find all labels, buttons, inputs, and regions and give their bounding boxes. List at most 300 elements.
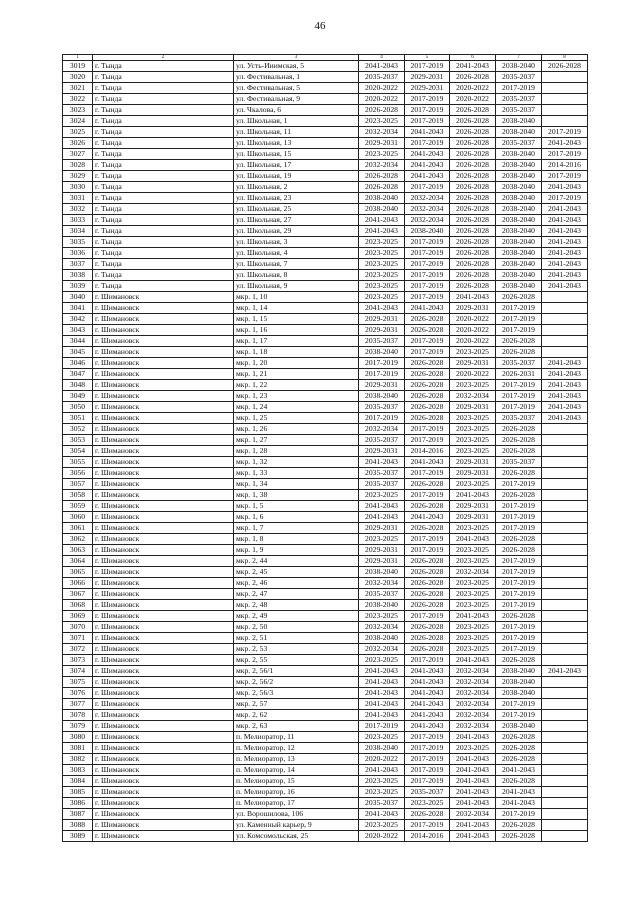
table-row [63,182,588,193]
table-row [63,380,588,391]
city-cell: г. Шимановск [93,314,234,325]
period-cell [542,754,588,765]
period-cell: 2035-2037 [496,94,542,105]
period-cell: 2032-2034 [450,809,496,820]
city-cell: г. Шимановск [93,358,234,369]
period-cell: 2026-2028 [450,193,496,204]
table-row [63,149,588,160]
period-cell: 2029-2031 [450,501,496,512]
table-row [63,512,588,523]
period-cell: 2041-2043 [450,732,496,743]
period-cell: 2041-2043 [405,149,450,160]
period-cell: 2020-2022 [450,336,496,347]
address-cell: ул. Школьная, 29 [234,226,359,237]
period-cell: 2023-2025 [359,248,405,259]
period-cell: 2041-2043 [542,270,588,281]
period-cell: 2041-2043 [542,226,588,237]
city-cell: г. Шимановск [93,820,234,831]
row-number: 3050 [63,402,93,413]
column-number: 4 [359,55,405,61]
page-number: 46 [314,20,326,32]
city-cell: г. Тында [93,138,234,149]
row-number: 3055 [63,457,93,468]
period-cell: 2023-2025 [359,259,405,270]
period-cell: 2026-2028 [405,622,450,633]
table-row [63,688,588,699]
table-row [63,589,588,600]
row-number: 3025 [63,127,93,138]
period-cell: 2026-2028 [405,391,450,402]
period-cell: 2041-2043 [359,710,405,721]
period-cell [542,347,588,358]
period-cell: 2020-2022 [359,83,405,94]
period-cell: 2041-2043 [496,765,542,776]
table-row [63,809,588,820]
period-cell [542,699,588,710]
table-row [63,369,588,380]
period-cell: 2017-2019 [405,435,450,446]
period-cell: 2023-2025 [359,732,405,743]
table-row [63,644,588,655]
row-number: 3081 [63,743,93,754]
period-cell [542,677,588,688]
address-cell: ул. Школьная, 4 [234,248,359,259]
city-cell: г. Шимановск [93,545,234,556]
period-cell: 2041-2043 [405,710,450,721]
city-cell: г. Шимановск [93,457,234,468]
period-cell: 2023-2025 [450,479,496,490]
period-cell: 2032-2034 [450,391,496,402]
period-cell: 2026-2028 [450,116,496,127]
period-cell: 2017-2019 [405,347,450,358]
address-cell: ул. Чкалова, 6 [234,105,359,116]
period-cell: 2026-2028 [405,600,450,611]
address-cell: п. Мелиоратор, 17 [234,798,359,809]
address-cell: мкр. 1, 34 [234,479,359,490]
city-cell: г. Шимановск [93,666,234,677]
address-cell: мкр. 2, 57 [234,699,359,710]
period-cell: 2017-2019 [496,501,542,512]
period-cell: 2023-2025 [359,820,405,831]
period-cell: 2041-2043 [450,787,496,798]
period-cell: 2035-2037 [359,336,405,347]
period-cell: 2026-2028 [405,556,450,567]
period-cell: 2041-2043 [405,677,450,688]
period-cell [542,105,588,116]
period-cell: 2041-2043 [359,303,405,314]
row-number: 3060 [63,512,93,523]
period-cell: 2023-2025 [359,292,405,303]
address-cell: п. Мелиоратор, 16 [234,787,359,798]
period-cell: 2026-2028 [496,611,542,622]
table-row [63,732,588,743]
period-cell [542,435,588,446]
address-cell: ул. Школьная, 1 [234,116,359,127]
period-cell: 2041-2043 [405,721,450,732]
table-row [63,501,588,512]
period-cell: 2038-2040 [496,248,542,259]
table-row [63,292,588,303]
table-row [63,479,588,490]
period-cell [542,688,588,699]
period-cell: 2041-2043 [359,699,405,710]
period-cell: 2029-2031 [359,556,405,567]
table-body [63,61,588,842]
row-number: 3048 [63,380,93,391]
period-cell: 2023-2025 [450,743,496,754]
table-row [63,468,588,479]
table-row [63,116,588,127]
period-cell: 2038-2040 [496,226,542,237]
address-cell: ул. Школьная, 19 [234,171,359,182]
period-cell [542,314,588,325]
table-row [63,622,588,633]
table-row [63,655,588,666]
city-cell: г. Шимановск [93,380,234,391]
row-number: 3087 [63,809,93,820]
period-cell: 2041-2043 [359,61,405,72]
period-cell: 2017-2019 [496,644,542,655]
table-row [63,160,588,171]
period-cell: 2041-2043 [542,204,588,215]
period-cell: 2035-2037 [359,72,405,83]
period-cell: 2029-2031 [450,512,496,523]
city-cell: г. Шимановск [93,435,234,446]
city-cell: г. Шимановск [93,743,234,754]
city-cell: г. Шимановск [93,765,234,776]
period-cell [542,83,588,94]
city-cell: г. Тында [93,116,234,127]
address-cell: мкр. 1, 28 [234,446,359,457]
period-cell [542,545,588,556]
city-cell: г. Шимановск [93,523,234,534]
table-row [63,424,588,435]
row-number: 3063 [63,545,93,556]
period-cell: 2038-2040 [359,347,405,358]
address-cell: мкр. 1, 18 [234,347,359,358]
period-cell: 2026-2028 [405,369,450,380]
period-cell: 2038-2040 [405,226,450,237]
period-cell: 2026-2028 [496,820,542,831]
period-cell: 2041-2043 [359,809,405,820]
row-number: 3038 [63,270,93,281]
table-row [63,556,588,567]
row-number: 3045 [63,347,93,358]
city-cell: г. Шимановск [93,776,234,787]
period-cell: 2035-2037 [359,589,405,600]
row-number: 3030 [63,182,93,193]
row-number: 3064 [63,556,93,567]
table-row [63,677,588,688]
city-cell: г. Шимановск [93,413,234,424]
period-cell: 2041-2043 [450,611,496,622]
row-number: 3041 [63,303,93,314]
period-cell: 2032-2034 [450,688,496,699]
period-cell: 2017-2019 [405,732,450,743]
period-cell: 2038-2040 [496,688,542,699]
row-number: 3043 [63,325,93,336]
period-cell: 2023-2025 [359,787,405,798]
period-cell: 2014-2016 [542,160,588,171]
address-cell: мкр. 2, 53 [234,644,359,655]
address-cell: мкр. 1, 7 [234,523,359,534]
period-cell: 2032-2034 [450,666,496,677]
row-number: 3071 [63,633,93,644]
period-cell: 2041-2043 [450,292,496,303]
city-cell: г. Тында [93,105,234,116]
period-cell: 2029-2031 [450,468,496,479]
period-cell: 2038-2040 [496,677,542,688]
period-cell: 2017-2019 [405,468,450,479]
period-cell: 2035-2037 [359,468,405,479]
period-cell: 2023-2025 [450,380,496,391]
city-cell: г. Шимановск [93,369,234,380]
row-number: 3037 [63,259,93,270]
period-cell [542,457,588,468]
period-cell: 2032-2034 [359,578,405,589]
city-cell: г. Тында [93,149,234,160]
period-cell: 2020-2022 [359,831,405,842]
table-row [63,820,588,831]
period-cell: 2041-2043 [405,303,450,314]
period-cell [542,116,588,127]
period-cell: 2026-2028 [405,413,450,424]
table-row [63,611,588,622]
period-cell [542,479,588,490]
period-cell: 2041-2043 [496,787,542,798]
address-cell: мкр. 1, 16 [234,325,359,336]
period-cell: 2041-2043 [542,380,588,391]
row-number: 3047 [63,369,93,380]
address-cell: п. Мелиоратор, 14 [234,765,359,776]
period-cell: 2041-2043 [542,259,588,270]
period-cell: 2017-2019 [405,248,450,259]
city-cell: г. Шимановск [93,710,234,721]
period-cell: 2035-2037 [496,72,542,83]
period-cell: 2023-2025 [359,270,405,281]
period-cell: 2038-2040 [359,193,405,204]
period-cell: 2032-2034 [450,677,496,688]
city-cell: г. Тында [93,226,234,237]
address-cell: мкр. 2, 56/2 [234,677,359,688]
period-cell: 2017-2019 [405,270,450,281]
city-cell: г. Тында [93,160,234,171]
row-number: 3044 [63,336,93,347]
row-number: 3085 [63,787,93,798]
row-number: 3051 [63,413,93,424]
table-row [63,204,588,215]
period-cell: 2041-2043 [542,215,588,226]
period-cell: 2035-2037 [359,479,405,490]
period-cell: 2041-2043 [405,457,450,468]
row-number: 3061 [63,523,93,534]
row-number: 3058 [63,490,93,501]
row-number: 3073 [63,655,93,666]
period-cell: 2026-2028 [496,347,542,358]
city-cell: г. Шимановск [93,303,234,314]
period-cell: 2026-2028 [450,270,496,281]
address-cell: мкр. 1, 15 [234,314,359,325]
address-cell: ул. Ворошилова, 106 [234,809,359,820]
city-cell: г. Шимановск [93,611,234,622]
period-cell: 2041-2043 [450,776,496,787]
period-cell: 2026-2028 [450,171,496,182]
period-cell: 2020-2022 [359,94,405,105]
period-cell: 2017-2019 [405,182,450,193]
address-cell: п. Мелиоратор, 11 [234,732,359,743]
period-cell [542,809,588,820]
period-cell [542,512,588,523]
period-cell: 2035-2037 [496,413,542,424]
period-cell: 2026-2028 [496,776,542,787]
period-cell: 2026-2031 [496,369,542,380]
table-row [63,347,588,358]
row-number: 3086 [63,798,93,809]
period-cell: 2017-2019 [496,523,542,534]
period-cell [542,743,588,754]
period-cell: 2032-2034 [359,644,405,655]
city-cell: г. Шимановск [93,699,234,710]
period-cell: 2017-2019 [496,809,542,820]
city-cell: г. Тында [93,94,234,105]
city-cell: г. Шимановск [93,402,234,413]
period-cell: 2041-2043 [450,831,496,842]
period-cell: 2026-2028 [450,72,496,83]
period-cell: 2032-2034 [359,424,405,435]
period-cell: 2026-2028 [496,655,542,666]
period-cell: 2029-2031 [359,314,405,325]
city-cell: г. Шимановск [93,512,234,523]
row-number: 3035 [63,237,93,248]
address-cell: мкр. 1, 25 [234,413,359,424]
period-cell: 2017-2019 [405,259,450,270]
period-cell: 2026-2028 [405,479,450,490]
table-row [63,721,588,732]
period-cell: 2029-2031 [359,545,405,556]
period-cell: 2038-2040 [359,633,405,644]
period-cell: 2026-2028 [450,215,496,226]
period-cell: 2017-2019 [405,94,450,105]
period-cell: 2038-2040 [496,666,542,677]
table-row [63,237,588,248]
address-cell: п. Мелиоратор, 12 [234,743,359,754]
period-cell: 2014-2016 [405,446,450,457]
period-cell: 2023-2025 [450,523,496,534]
period-cell: 2041-2043 [359,226,405,237]
address-cell: мкр. 1, 14 [234,303,359,314]
address-cell: мкр. 1, 17 [234,336,359,347]
row-number: 3046 [63,358,93,369]
city-cell: г. Шимановск [93,446,234,457]
period-cell [542,732,588,743]
period-cell: 2023-2025 [359,116,405,127]
period-cell: 2017-2019 [496,710,542,721]
row-number: 3088 [63,820,93,831]
period-cell: 2041-2043 [405,699,450,710]
row-number: 3079 [63,721,93,732]
period-cell [542,644,588,655]
city-cell: г. Тында [93,83,234,94]
row-number: 3072 [63,644,93,655]
period-cell: 2026-2028 [359,182,405,193]
period-cell: 2017-2019 [405,61,450,72]
period-cell: 2041-2043 [405,666,450,677]
city-cell: г. Тында [93,204,234,215]
address-cell: ул. Комсомольская, 25 [234,831,359,842]
period-cell: 2020-2022 [450,325,496,336]
period-cell: 2017-2019 [496,512,542,523]
address-cell: мкр. 2, 48 [234,600,359,611]
period-cell: 2017-2019 [405,534,450,545]
address-cell: мкр. 1, 27 [234,435,359,446]
period-cell [542,424,588,435]
period-cell: 2029-2031 [450,457,496,468]
period-cell: 2029-2031 [450,358,496,369]
row-number: 3024 [63,116,93,127]
table-row [63,171,588,182]
period-cell [542,831,588,842]
city-cell: г. Шимановск [93,336,234,347]
period-cell [542,490,588,501]
city-cell: г. Шимановск [93,600,234,611]
period-cell: 2017-2019 [359,369,405,380]
period-cell: 2041-2043 [542,402,588,413]
period-cell: 2038-2040 [359,743,405,754]
address-cell: мкр. 1, 20 [234,358,359,369]
address-cell: мкр. 2, 50 [234,622,359,633]
address-cell: мкр. 1, 24 [234,402,359,413]
period-cell: 2035-2037 [359,402,405,413]
row-number: 3036 [63,248,93,259]
period-cell: 2017-2019 [405,820,450,831]
period-cell [542,721,588,732]
period-cell: 2020-2022 [450,83,496,94]
period-cell: 2026-2028 [496,435,542,446]
period-cell: 2017-2019 [405,545,450,556]
address-cell: мкр. 1, 32 [234,457,359,468]
period-cell: 2041-2043 [359,457,405,468]
address-cell: мкр. 2, 49 [234,611,359,622]
address-cell: мкр. 2, 56/1 [234,666,359,677]
period-cell: 2032-2034 [450,567,496,578]
table-row [63,226,588,237]
period-cell: 2017-2019 [496,402,542,413]
column-number: 3 [234,55,359,61]
city-cell: г. Шимановск [93,798,234,809]
period-cell: 2017-2019 [496,578,542,589]
period-cell: 2026-2028 [496,336,542,347]
table-row [63,578,588,589]
period-cell: 2017-2019 [496,380,542,391]
table-row [63,457,588,468]
address-cell: ул. Школьная, 15 [234,149,359,160]
period-cell: 2017-2019 [405,754,450,765]
period-cell: 2038-2040 [496,270,542,281]
period-cell: 2023-2025 [450,347,496,358]
city-cell: г. Шимановск [93,754,234,765]
period-cell: 2017-2019 [496,325,542,336]
period-cell [542,534,588,545]
period-cell: 2026-2028 [405,589,450,600]
table-row [63,325,588,336]
period-cell: 2041-2043 [450,754,496,765]
row-number: 3065 [63,567,93,578]
table-row [63,600,588,611]
period-cell: 2041-2043 [542,413,588,424]
column-number: 6 [450,55,496,61]
period-cell: 2023-2025 [450,446,496,457]
period-cell: 2017-2019 [496,567,542,578]
